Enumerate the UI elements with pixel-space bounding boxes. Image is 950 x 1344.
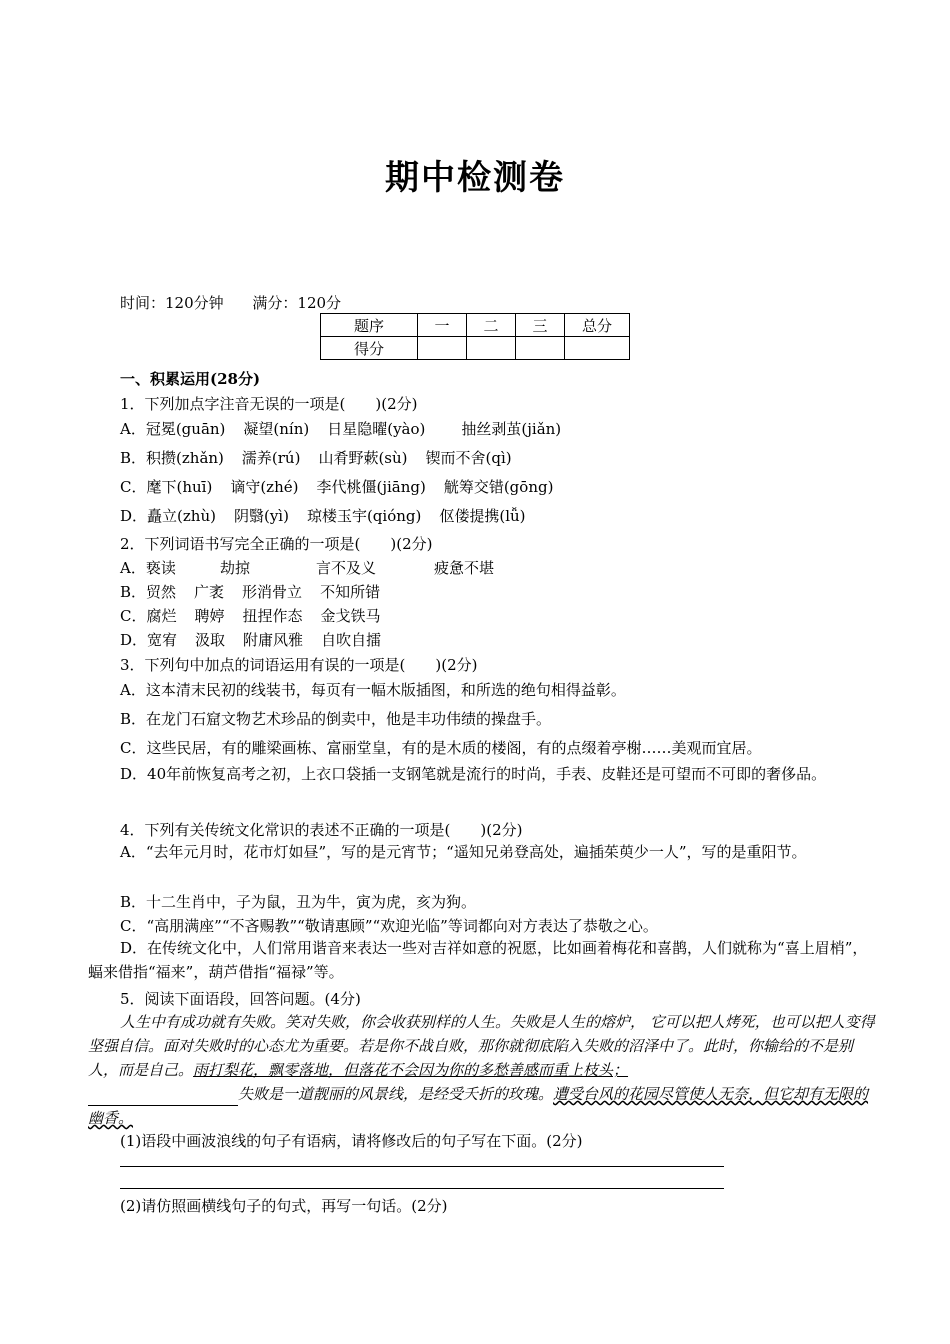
section-heading: 一、积累运用(28分): [120, 370, 261, 388]
option: C．麾下(huī) 谪守(zhé) 李代桃僵(jiāng) 觥筹交错(gōng): [120, 478, 554, 496]
header-cell: 一: [418, 314, 467, 337]
answer-line[interactable]: [120, 1166, 724, 1167]
full-score: 满分：120分: [252, 294, 342, 312]
sub-question: (1)语段中画波浪线的句子有语病，请将修改后的句子写在下面。(2分): [120, 1132, 583, 1150]
question-stem: 5．阅读下面语段，回答问题。(4分): [120, 990, 361, 1008]
option: A．这本清末民初的线装书，每页有一幅木版插图，和所选的绝句相得益彰。: [120, 681, 626, 699]
underlined-sentence: 雨打梨花，飘零落地，但落花不会因为你的多愁善感而重上枝头；: [193, 1061, 629, 1079]
row-label: 得分: [321, 337, 418, 360]
option: A．“去年元月时，花市灯如昼”，写的是元宵节；“遥知兄弟登高处，遍插茱萸少一人”，写的是重阳节。: [120, 843, 807, 861]
option: A．冠冕(guān) 凝望(nín) 日星隐曜(yào) 抽丝剥茧(jiǎn): [120, 420, 562, 438]
header-cell: 题序: [321, 314, 418, 337]
answer-blank[interactable]: [88, 1089, 238, 1106]
option: B．积攒(zhǎn) 濡养(rú) 山肴野蔌(sù) 锲而不舍(qì): [120, 449, 512, 467]
option: D．40年前恢复高考之初，上衣口袋插一支钢笔就是流行的时尚，手表、皮鞋还是可望而不可即的奢侈品。: [120, 765, 827, 783]
option: C．腐烂 聘婷 扭捏作态 金戈铁马: [120, 607, 381, 625]
option: C．“高朋满座”“不吝赐教”“敬请惠顾”“欢迎光临”等词都向对方表达了恭敬之心。: [120, 917, 658, 935]
option: C．这些民居，有的雕梁画栋、富丽堂皇，有的是木质的楼阁，有的点缀着亭榭……美观而宜居。: [120, 739, 762, 757]
exam-info: [120, 292, 365, 313]
question-stem: 1．下列加点字注音无误的一项是( )(2分): [120, 395, 418, 413]
option: B．在龙门石窟文物艺术珍品的倒卖中，他是丰功伟绩的操盘手。: [120, 710, 552, 728]
time-limit: 时间：120分钟: [120, 294, 224, 312]
option: D．在传统文化中，人们常用谐音来表达一些对吉祥如意的祝愿，比如画着梅花和喜鹊，人们就称为“喜上眉梢”，蝠来借指“福来”，葫芦借指“福禄”等。: [88, 939, 868, 981]
score-table: [320, 313, 630, 360]
score-cell: [516, 337, 565, 360]
wavy-sentence: 遭受台风的花园尽管使人无奈，但它却有无限的幽香。: [88, 1085, 869, 1127]
option: B．十二生肖中，子为鼠，丑为牛，寅为虎，亥为狗。: [120, 893, 477, 911]
option: D．宽宥 汲取 附庸风雅 自吹自擂: [120, 631, 382, 649]
option: B．贸然 广袤 形消骨立 不知所错: [120, 583, 381, 601]
question-stem: 3．下列句中加点的词语运用有误的一项是( )(2分): [120, 656, 478, 674]
header-cell: 总分: [565, 314, 630, 337]
option: D．矗立(zhù) 阴翳(yì) 琼楼玉宇(qióng) 伛偻提携(lǚ): [120, 507, 526, 525]
answer-line[interactable]: [120, 1188, 724, 1189]
question-stem: 4．下列有关传统文化常识的表述不正确的一项是( )(2分): [120, 821, 523, 839]
option: A．亵读 劫掠 言不及义 疲惫不堪: [120, 559, 495, 577]
header-cell: 二: [467, 314, 516, 337]
header-cell: 三: [516, 314, 565, 337]
score-cell: [467, 337, 516, 360]
page-title: 期中检测卷: [385, 158, 565, 198]
score-cell: [565, 337, 630, 360]
question-stem: 2．下列词语书写完全正确的一项是( )(2分): [120, 535, 433, 553]
score-cell: [418, 337, 467, 360]
sub-question: (2)请仿照画横线句子的句式，再写一句话。(2分): [120, 1197, 448, 1215]
reading-passage: 人生中有成功就有失败。笑对失败，你会收获别样的人生。失败是人生的熔炉， 它可以把人烤死，也可以把人变得坚强自信。面对失败时的心态尤为重要。若是你不战自败，那你就彻底陷入失败的沼泽中了。此时，你输给的不是别人，而是自己。雨打梨花，飘零落地，但落花不会因为你的多愁善感而重上枝头； 失败是一道靓丽的风景线，是经受夭折的玫瑰。遭受台风的花园尽管使人无奈，但它却有无限的幽香。: [88, 1013, 875, 1127]
